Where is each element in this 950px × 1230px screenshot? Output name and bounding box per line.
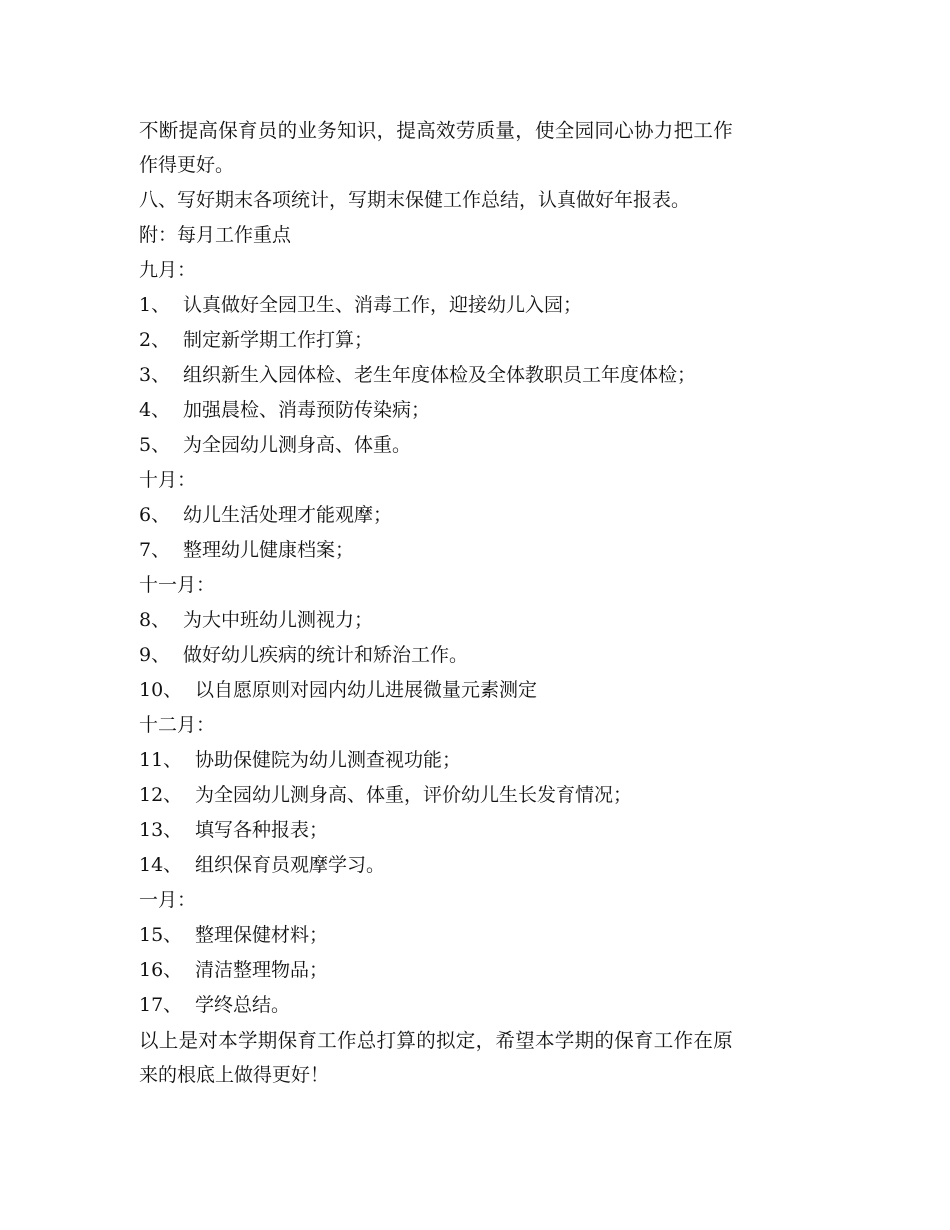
month-heading-october: 十月：	[139, 469, 197, 491]
item-text: 认真做好全园卫生、消毒工作，迎接幼儿入园；	[183, 294, 583, 316]
appendix-title: 附：每月工作重点	[139, 224, 292, 246]
list-item	[139, 988, 819, 1023]
month-heading-january: 一月：	[139, 889, 197, 911]
item-text: 清洁整理物品；	[195, 959, 329, 981]
item-text: 为全园幼儿测身高、体重。	[183, 434, 412, 456]
list-item	[139, 778, 819, 813]
list-item	[139, 288, 819, 323]
section-eight: 八、写好期末各项统计，写期末保健工作总结，认真做好年报表。	[139, 189, 691, 211]
item-number: 5、	[139, 434, 171, 456]
item-number: 4、	[139, 399, 171, 421]
month-heading-november: 十一月：	[139, 574, 216, 596]
item-text: 做好幼儿疾病的统计和矫治工作。	[183, 644, 469, 666]
list-item	[139, 848, 819, 883]
list-item	[139, 323, 819, 358]
list-item	[139, 813, 819, 848]
month-heading-december: 十二月：	[139, 714, 216, 736]
item-number: 2、	[139, 329, 171, 351]
list-item	[139, 743, 819, 778]
item-text: 填写各种报表；	[195, 819, 329, 841]
item-text: 加强晨检、消毒预防传染病；	[183, 399, 431, 421]
item-text: 为大中班幼儿测视力；	[183, 609, 374, 631]
closing-line-1: 以上是对本学期保育工作总打算的拟定，希望本学期的保育工作在原	[139, 1029, 734, 1052]
item-number: 6、	[139, 504, 171, 526]
item-text: 以自愿原则对园内幼儿进展微量元素测定	[195, 679, 538, 701]
item-number: 9、	[139, 644, 171, 666]
list-item	[139, 638, 819, 673]
document-body	[139, 113, 819, 1093]
item-number: 3、	[139, 364, 171, 386]
item-text: 组织新生入园体检、老生年度体检及全体教职员工年度体检；	[183, 364, 697, 386]
closing-line-2: 来的根底上做得更好！	[139, 1064, 330, 1086]
item-number: 17、	[139, 994, 183, 1016]
list-item	[139, 673, 819, 708]
item-number: 10、	[139, 679, 183, 701]
list-item	[139, 358, 819, 393]
item-number: 16、	[139, 959, 183, 981]
item-number: 11、	[139, 749, 183, 771]
list-item	[139, 533, 819, 568]
list-item	[139, 918, 819, 953]
item-text: 整理保健材料；	[195, 924, 329, 946]
item-text: 协助保健院为幼儿测查视功能；	[195, 749, 462, 771]
item-text: 组织保育员观摩学习。	[195, 854, 386, 876]
item-text: 为全园幼儿测身高、体重，评价幼儿生长发育情况；	[195, 784, 633, 806]
list-item	[139, 953, 819, 988]
item-text: 制定新学期工作打算；	[183, 329, 374, 351]
item-text: 幼儿生活处理才能观摩；	[183, 504, 393, 526]
item-number: 8、	[139, 609, 171, 631]
intro-line-1: 不断提高保育员的业务知识，提高效劳质量，使全园同心协力把工作	[139, 119, 734, 142]
month-heading-september: 九月：	[139, 259, 197, 281]
item-number: 1、	[139, 294, 171, 316]
item-number: 12、	[139, 784, 183, 806]
item-text: 学终总结。	[195, 994, 291, 1016]
item-number: 15、	[139, 924, 183, 946]
list-item	[139, 498, 819, 533]
list-item	[139, 428, 819, 463]
item-number: 7、	[139, 539, 171, 561]
item-number: 14、	[139, 854, 183, 876]
list-item	[139, 393, 819, 428]
list-item	[139, 603, 819, 638]
item-number: 13、	[139, 819, 183, 841]
intro-line-2: 作得更好。	[139, 154, 235, 176]
item-text: 整理幼儿健康档案；	[183, 539, 355, 561]
